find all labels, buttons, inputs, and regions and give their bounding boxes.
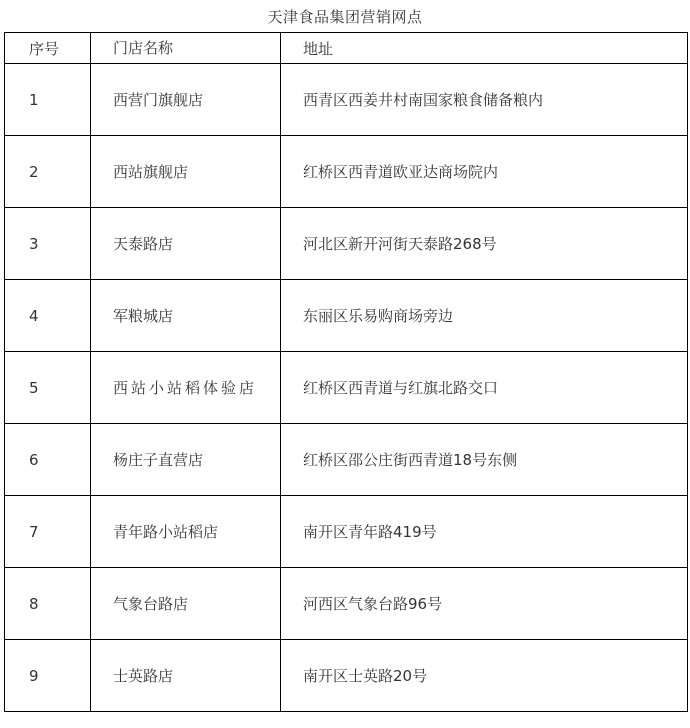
row-store-name: 西营门旗舰店 bbox=[91, 64, 281, 136]
row-no: 6 bbox=[5, 424, 91, 496]
row-store-name: 气象台路店 bbox=[91, 568, 281, 640]
row-no: 5 bbox=[5, 352, 91, 424]
row-no: 8 bbox=[5, 568, 91, 640]
table-row bbox=[5, 496, 688, 568]
row-store-name: 杨庄子直营店 bbox=[91, 424, 281, 496]
table-row bbox=[5, 64, 688, 136]
row-store-name: 士英路店 bbox=[91, 640, 281, 712]
row-no: 3 bbox=[5, 208, 91, 280]
row-address: 河北区新开河街天泰路268号 bbox=[281, 208, 688, 280]
table-header-row bbox=[5, 33, 688, 64]
table-row bbox=[5, 280, 688, 352]
row-store-name: 青年路小站稻店 bbox=[91, 496, 281, 568]
table-row bbox=[5, 568, 688, 640]
row-address: 红桥区西青道与红旗北路交口 bbox=[281, 352, 688, 424]
row-no: 4 bbox=[5, 280, 91, 352]
header-address: 地址 bbox=[281, 33, 688, 64]
row-address: 河西区气象台路96号 bbox=[281, 568, 688, 640]
table-row bbox=[5, 208, 688, 280]
row-address: 西青区西姜井村南国家粮食储备粮内 bbox=[281, 64, 688, 136]
row-store-name: 西站小站稻体验店 bbox=[91, 352, 281, 424]
row-store-name: 天泰路店 bbox=[91, 208, 281, 280]
row-store-name: 军粮城店 bbox=[91, 280, 281, 352]
row-no: 9 bbox=[5, 640, 91, 712]
table-row bbox=[5, 640, 688, 712]
table-row bbox=[5, 424, 688, 496]
row-address: 南开区士英路20号 bbox=[281, 640, 688, 712]
row-address: 东丽区乐易购商场旁边 bbox=[281, 280, 688, 352]
outlets-table bbox=[4, 32, 688, 712]
row-address: 南开区青年路419号 bbox=[281, 496, 688, 568]
row-no: 2 bbox=[5, 136, 91, 208]
table-row bbox=[5, 352, 688, 424]
row-address: 红桥区西青道欧亚达商场院内 bbox=[281, 136, 688, 208]
page-title: 天津食品集团营销网点 bbox=[267, 8, 423, 26]
table-row bbox=[5, 136, 688, 208]
header-name: 门店名称 bbox=[91, 33, 281, 64]
row-no: 7 bbox=[5, 496, 91, 568]
row-store-name: 西站旗舰店 bbox=[91, 136, 281, 208]
row-address: 红桥区邵公庄街西青道18号东侧 bbox=[281, 424, 688, 496]
row-no: 1 bbox=[5, 64, 91, 136]
header-no: 序号 bbox=[5, 33, 91, 64]
